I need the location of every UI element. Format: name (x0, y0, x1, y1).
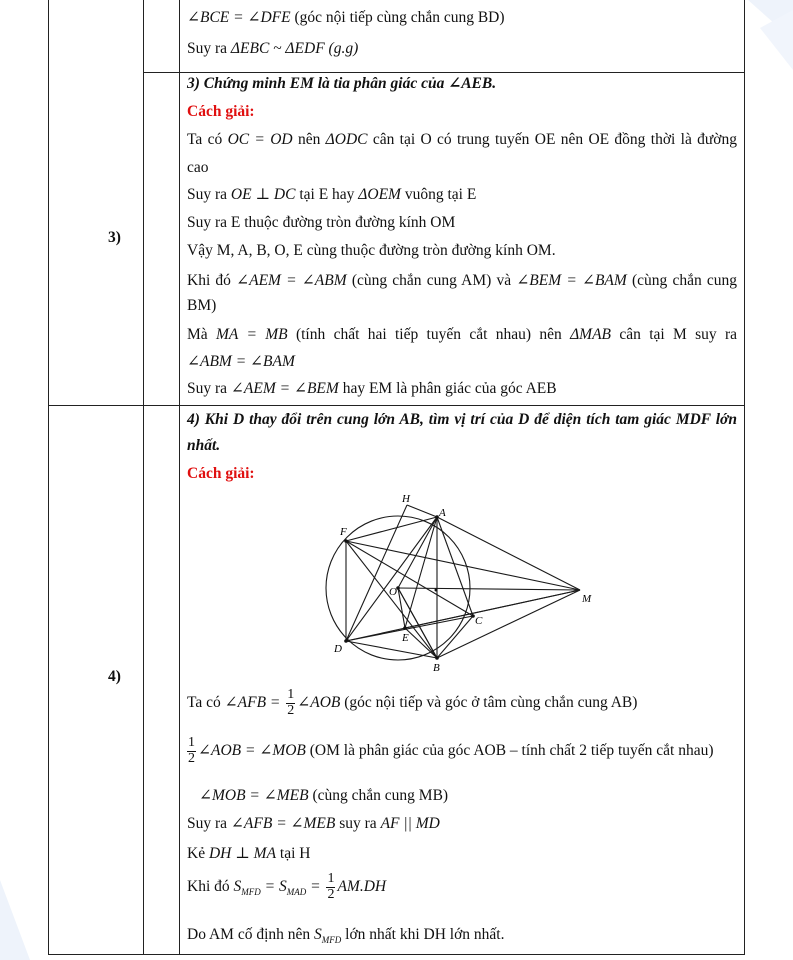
label-h: H (402, 493, 410, 505)
section-4-number: 4) (108, 668, 121, 685)
fraction-half-3: $\frac{1}{2}$ (327, 871, 335, 902)
section-3-number: 3) (108, 229, 121, 246)
sec3-method: Cách giải: (187, 103, 255, 120)
sec4-formula6: Khi đó $S_{MFD} = S_{MAD}$ = $\frac{1}{2}$ AM.DH (187, 871, 387, 902)
sec4-method: Cách giải: (187, 465, 255, 482)
sec3-line2: cao (187, 159, 209, 176)
label-c: C (475, 615, 483, 627)
sec4-formula3: ∠MOB = ∠MEB (cùng chắn cung MB) (199, 787, 449, 804)
sec3-line7: BM) (187, 297, 217, 314)
sec2-line2: Suy ra ΔEBC ~ ΔEDF (g.g) (187, 40, 359, 57)
label-f: F (340, 526, 347, 538)
fraction-half-1: $\frac{1}{2}$ (287, 687, 295, 718)
label-d: D (334, 643, 342, 655)
geometry-figure (320, 488, 610, 678)
fraction-half-2: $\frac{1}{2}$ (188, 735, 195, 766)
sec3-line5: Vậy M, A, B, O, E cùng thuộc đường tròn đường kính OM. (187, 242, 556, 259)
sec3-line1: Ta có OC = OD nên ΔODC cân tại O có trung tuyến OE nên OE đồng thời là đường (187, 131, 738, 148)
sec4-formula1: Ta có ∠AFB = $\frac{1}{2}$ ∠AOB (góc nội tiếp và góc ở tâm cùng chắn cung AB) (187, 687, 638, 718)
sec3-line8: Mà MA = MB (tính chất hai tiếp tuyến cắt nhau) nên ΔMAB cân tại M suy ra (187, 326, 738, 343)
sec4-formula4: Suy ra ∠AFB = ∠MEB suy ra AF || MD (187, 815, 440, 832)
sec3-title: 3) Chứng minh EM là tia phân giác của ∠AEB. (187, 75, 497, 92)
sec3-line6: Khi đó ∠AEM = ∠ABM (cùng chắn cung AM) và ∠BEM = ∠BAM (cùng chắn cung (187, 272, 738, 289)
sec4-formula2: $\frac{1}{2}$ ∠AOB = ∠MOB (OM là phân giác của góc AOB – tính chất 2 tiếp tuyến cắt nhau) (188, 735, 714, 766)
sec2-line1: ∠BCE = ∠DFE (góc nội tiếp cùng chắn cung BD) (187, 9, 505, 26)
label-a: A (439, 507, 446, 519)
label-m: M (582, 593, 592, 605)
sec4-formula7: Do AM cố định nên $S_{MFD}$ lớn nhất khi DH lớn nhất. (187, 926, 505, 946)
sec3-line9: ∠ABM = ∠BAM (187, 353, 295, 370)
sec3-line4: Suy ra E thuộc đường tròn đường kính OM (187, 214, 456, 231)
sec3-line3: Suy ra OE ⊥ DC tại E hay ΔOEM vuông tại E (187, 186, 477, 203)
label-b: B (433, 662, 440, 674)
label-o: O (389, 586, 397, 598)
sec4-formula5: Kẻ DH ⊥ MA tại H (187, 845, 311, 862)
sec4-title-line2: nhất. (187, 437, 221, 454)
label-e: E (402, 632, 409, 644)
sec4-title-line1: 4) Khi D thay đổi trên cung lớn AB, tìm vị trí của D để diện tích tam giác MDF lớn (187, 411, 737, 428)
sec3-line10: Suy ra ∠AEM = ∠BEM hay EM là phân giác của góc AEB (187, 380, 557, 397)
